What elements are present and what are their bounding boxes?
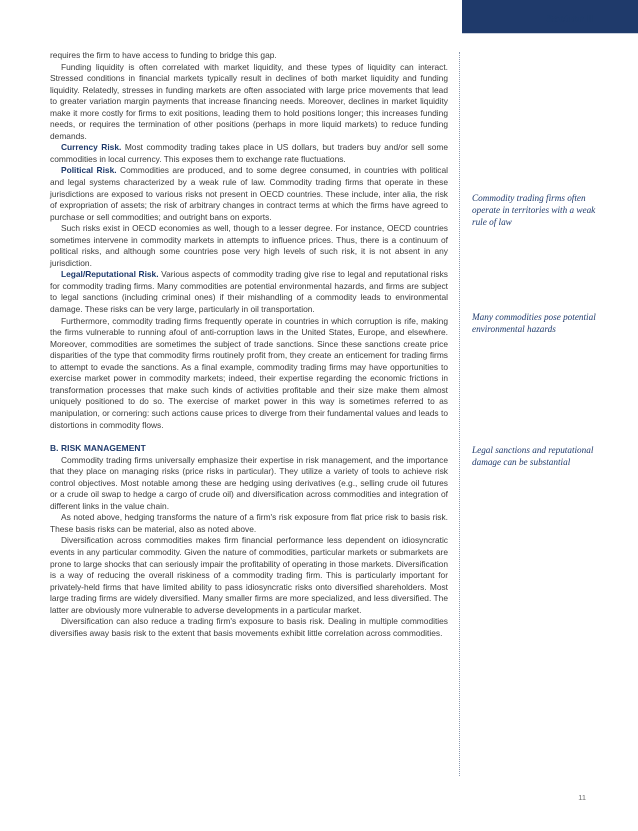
paragraph-1: requires the firm to have access to funding to bridge this gap. [50,50,277,60]
margin-divider [459,52,460,776]
political-risk-heading: Political Risk. [61,165,117,176]
section-label: Section II [546,13,593,25]
margin-note-environmental: Many commodities pose potential environmental hazards [472,312,596,334]
page-number: 11 [578,793,586,802]
paragraph-10: Diversification across commodities makes firm financial performance less dependent on idiosyncratic events in any particular commodity. Given the nature of commodities, particular markets or submarkets are prone to large shocks that can seriously impair the profitability of operating in those markets. Diversification is a way of reducing the overall riskiness of a commodity trading firm. This is particularly important for privately-held firms that have limited ability to pass idiosyncratic risks onto diversified shareholders. Most large trading firms are widely diversified. Many smaller firms are more specialized, and less diversified. The latter are obviously more vulnerable to adverse developments in a particular market. [50,535,448,615]
currency-risk-text: Most commodity trading takes place in US dollars, but traders buy and/or sell some commodities in local currency. This exposes them to exchange rate fluctuations. [50,142,448,164]
paragraph-9: As noted above, hedging transforms the nature of a firm's risk exposure from flat price risk to basis risk. These basis risks can be material, also as noted above. [50,512,448,534]
legal-risk-heading: Legal/Reputational Risk. [61,269,159,280]
margin-note-political: Commodity trading firms often operate in territories with a weak rule of law [472,193,596,227]
political-risk-text: Commodities are produced, and to some degree consumed, in countries with political and legal systems characterized by a weak rule of law. Commodity trading firms that operate in these jurisdictions are exposed to various risks not present in OECD countries. These include, inter alia, the risk of expropriation of assets; the risk of arbitrary changes in contract terms at which the firms have agreed to purchase or sell commodities; and outright bans on exports. [50,165,449,222]
paragraph-legal-risk [50,269,448,315]
paragraph-7: Furthermore, commodity trading firms frequently operate in countries in which corruption is rife, making the firms vulnerable to running afoul of anti-corruption laws in the United States, Europe, and elsewhere. Moreover, commodities are sometimes the subject of trade sanctions. Since these sanctions create price disparities of the type that commodity firms routinely profit from, they create an enticement for trading firms to attempt to evade the sanctions. As a final example, commodity trading firms may have opportunities to exercise market power in commodity markets; indeed, their expertise regarding the economic frictions in transformation processes that make such kinds of activities profitable and their size make them almost uniquely positioned to do so. The exercise of market power in this way is sometimes referred to as manipulation, or cornering: such actions cause prices to diverge from their fundamental values and leads to distortions in commodity flows. [50,315,448,430]
header-rule [462,33,638,34]
paragraph-currency-risk [50,142,448,165]
paragraph-11: Diversification can also reduce a trading firm's exposure to basis risk. Dealing in multiple commodities diversifies away basis risk to the extent that basis movements exhibit little correlation across commodities. [50,616,448,638]
currency-risk-heading: Currency Risk. [61,142,122,153]
legal-risk-text: Various aspects of commodity trading give rise to legal and reputational risks for commodity trading firms. Many commodities are potential environmental hazards, and firms are subject to legal sanctions (including criminal ones) if their mishandling of a commodity leads to environmental damage. These risks can be very large, particularly in oil transportation. [50,269,448,315]
paragraph-5: Such risks exist in OECD economies as well, though to a lesser degree. For instance, OECD countries sometimes intervene in commodity markets in attempts to influence prices. Thus, there is a continuum of political risks, and although some countries pose very high levels of such risk, it is not absent in any jurisdiction. [50,223,448,268]
margin-note-legal: Legal sanctions and reputational damage can be substantial [472,445,594,467]
main-text [50,50,448,639]
paragraph-8: Commodity trading firms universally emphasize their expertise in risk management, and the importance that they place on managing risks (price risks in particular). They utilize a variety of tools to achieve risk control objectives. Most notable among these are hedging using derivatives (e.g., selling crude oil futures or a crude oil swap to hedge a cargo of crude oil) and diversification across commodities and integration of different links in the value chain. [50,454,448,511]
section-gap [50,431,448,443]
paragraph-political-risk [50,165,448,223]
paragraph-2: Funding liquidity is often correlated with market liquidity, and these types of liquidity can interact. Stressed conditions in financial markets typically result in declines of both market liquidity and funding liquidity. Relatedly, stresses in funding markets are often associated with large price movements that lead to greater variation margin payments that increase financing needs. Moreover, declines in market liquidity make it more costly for firms to exit positions, leading them to hold positions longer; this increases funding needs, or requires the termination of other positions (perhaps in more liquid markets) to reduce funding demands. [50,61,448,141]
section-b-title: B. RISK MANAGEMENT [50,443,146,454]
